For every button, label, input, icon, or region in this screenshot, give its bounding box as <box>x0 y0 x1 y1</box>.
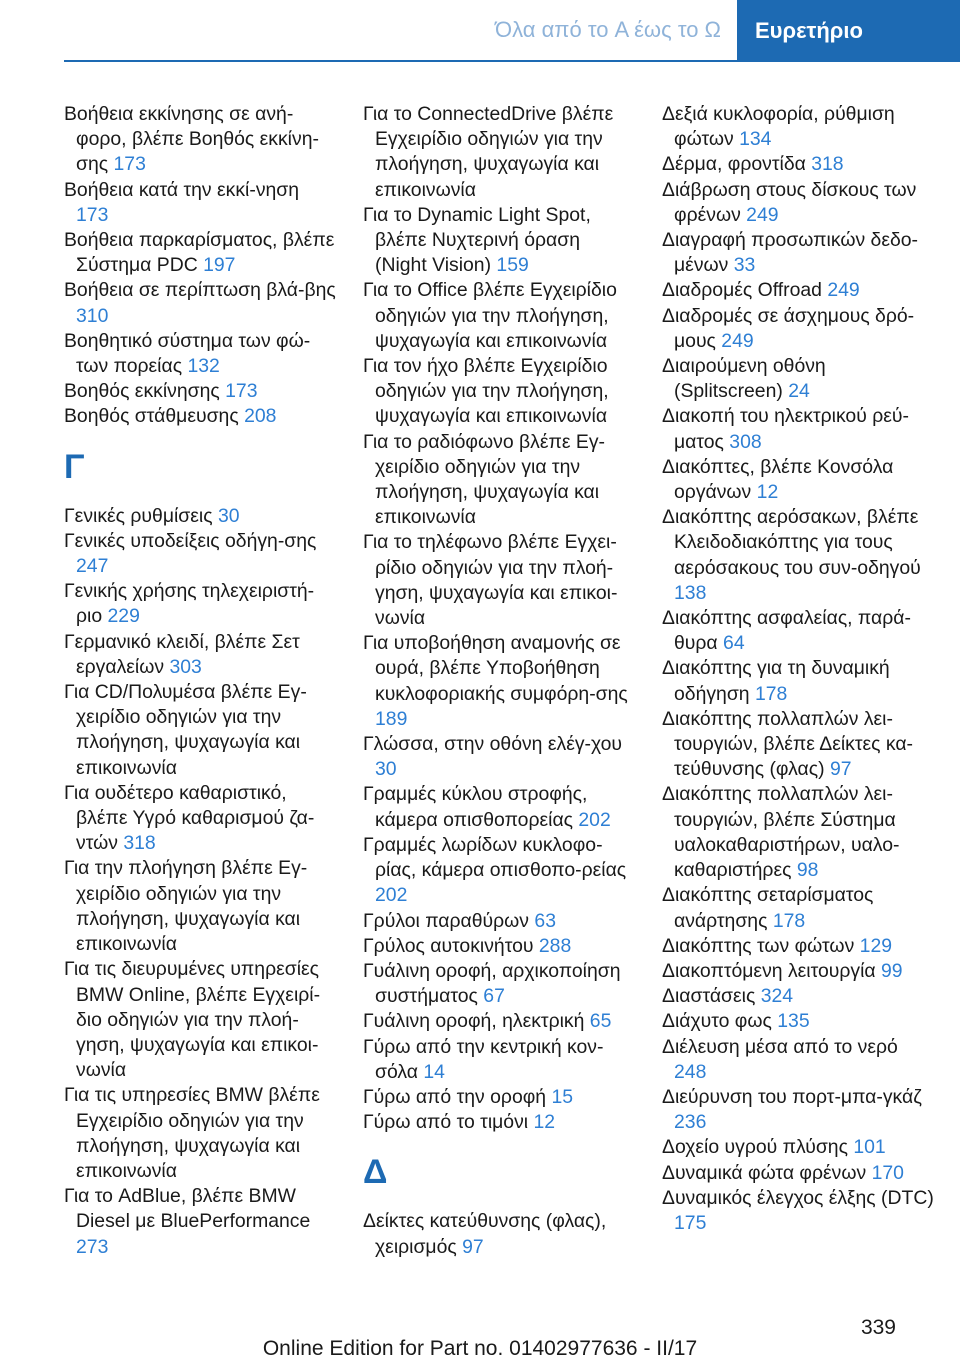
index-entry-text: Για το ConnectedDrive βλέπε Εγχειρίδιο οδηγιών για την πλοήγηση, ψυχαγωγία και επικοινωνία <box>363 103 614 201</box>
index-entry-text: Διακόπτης πολλαπλών λει-τουργιών, βλέπε Σύστημα υαλοκαθαριστήρων, υαλο-καθαριστήρες <box>662 783 900 882</box>
index-entry <box>662 455 934 505</box>
index-entry-text: Διακοπτόμενη λειτουργία <box>662 959 876 982</box>
index-entry-text: Διακόπτες, βλέπε Κονσόλα οργάνων <box>662 455 894 504</box>
index-page-link[interactable]: 248 <box>674 1060 707 1083</box>
index-page-link[interactable]: 30 <box>375 758 397 781</box>
index-page-link[interactable]: 24 <box>788 380 810 403</box>
index-entry <box>662 883 934 933</box>
index-entry-text: Διακόπτης σεταρίσματος ανάρτησης <box>662 884 874 932</box>
index-page-link[interactable]: 170 <box>871 1161 904 1184</box>
index-entry <box>363 909 635 934</box>
index-page-link[interactable]: 229 <box>107 605 140 628</box>
footer-edition: Online Edition for Part no. 01402977636 - II/17 <box>262 1337 698 1360</box>
index-entry <box>64 404 336 429</box>
index-entry <box>662 934 934 959</box>
index-page-link[interactable]: 159 <box>496 254 529 277</box>
index-entry <box>363 278 635 354</box>
index-entry <box>64 102 336 178</box>
index-page-link[interactable]: 189 <box>375 707 408 730</box>
index-page-link[interactable]: 173 <box>76 203 109 226</box>
index-entry <box>662 278 934 303</box>
index-entry <box>662 1135 934 1160</box>
index-entry <box>662 178 934 228</box>
index-entry <box>363 102 635 203</box>
index-entry-text: Για το Office βλέπε Εγχειρίδιο οδηγιών για την πλοήγηση, ψυχαγωγία και επικοινωνία <box>363 279 617 352</box>
index-entry <box>662 102 934 152</box>
index-page-link[interactable]: 99 <box>881 959 903 982</box>
index-entry-text: Βοήθεια κατά την εκκί-νηση <box>64 178 300 201</box>
index-page-link[interactable]: 318 <box>123 832 156 855</box>
index-entry-text: Γυάλινη οροφή, αρχικοποίηση συστήματος <box>363 959 621 1008</box>
index-letter-heading: Δ <box>363 1153 388 1192</box>
index-entry-text: Διαιρούμενη οθόνη (Splitscreen) <box>662 355 826 403</box>
index-entry <box>64 680 336 781</box>
index-entry-text: Γενικής χρήσης τηλεχειριστή-ριο <box>64 580 315 628</box>
index-page-link[interactable]: 129 <box>859 934 893 957</box>
index-entry <box>363 530 635 631</box>
page-header <box>0 0 960 62</box>
index-column-2 <box>363 102 635 1260</box>
index-entry <box>662 1186 934 1236</box>
index-entry <box>64 504 336 529</box>
index-entry-text: Γρύλος αυτοκινήτου <box>363 934 534 957</box>
index-entry <box>363 1209 635 1259</box>
index-page-link[interactable]: 288 <box>538 934 572 957</box>
index-entry <box>662 707 934 783</box>
index-entry <box>662 304 934 354</box>
index-page-link[interactable]: 138 <box>674 581 707 604</box>
index-page-link[interactable]: 33 <box>733 254 756 277</box>
index-entry-text: Δοχείο υγρού πλύσης <box>662 1136 848 1159</box>
index-entry <box>64 329 336 379</box>
index-entry <box>363 1035 635 1085</box>
index-entry <box>662 1085 934 1135</box>
index-entry-text: Γραμμές λωρίδων κυκλοφο-ρίας, κάμερα οπισθοπο-ρείας <box>363 833 627 882</box>
index-entry-text: Διακοπή του ηλεκτρικού ρεύ-ματος <box>662 405 909 453</box>
index-entry <box>662 1161 934 1186</box>
index-entry <box>64 957 336 1083</box>
index-tab[interactable]: Ευρετήριο <box>737 0 960 62</box>
index-entry-text: Διακόπτης αερόσακων, βλέπε Κλειδοδιακόπτης για τους αερόσακους του συν-οδηγού <box>662 506 921 579</box>
index-entry-text: Διαδρομές Offroad <box>662 279 822 302</box>
index-entry-text: Για ουδέτερο καθαριστικό, βλέπε Υγρό καθαρισμού ζα-ντών <box>64 781 315 855</box>
index-entry <box>662 656 934 706</box>
index-entry <box>662 984 934 1009</box>
index-entry <box>363 203 635 279</box>
index-entry-text: Γενικές ρυθμίσεις <box>64 504 213 527</box>
index-entry-text: Γύρω από την κεντρική κον-σόλα <box>363 1035 604 1083</box>
index-page-link[interactable]: 98 <box>796 859 819 882</box>
index-entry-text: Δέρμα, φροντίδα <box>662 153 806 176</box>
index-page-link[interactable]: 135 <box>777 1010 810 1033</box>
index-entry-text: Γενικές υποδείξεις οδήγη-σης <box>64 529 317 552</box>
index-entry-text: Βοήθεια παρκαρίσματος, βλέπε Σύστημα PDC <box>64 229 335 277</box>
index-entry <box>363 934 635 959</box>
index-page-link[interactable]: 173 <box>225 380 258 403</box>
index-entry-text: Δυναμικός έλεγχος έλξης (DTC) <box>662 1186 934 1209</box>
index-entry <box>363 1009 635 1034</box>
index-entry-text: Για το τηλέφωνο βλέπε Εγχει-ρίδιο οδηγιών για την πλοή-γηση, ψυχαγωγία και επικοι-νωνία <box>363 531 618 630</box>
index-entry <box>363 833 635 909</box>
index-entry <box>64 781 336 857</box>
index-column-3 <box>662 102 934 1236</box>
index-entry <box>662 152 934 177</box>
index-entry <box>363 732 635 782</box>
page-number: 339 <box>860 1316 896 1339</box>
index-page-link[interactable]: 15 <box>551 1085 574 1108</box>
index-entry-text: Δείκτες κατεύθυνσης (φλας), χειρισμός <box>363 1210 607 1258</box>
index-entry-text: Για το Dynamic Light Spot, βλέπε Νυχτερινή όραση (Night Vision) <box>363 203 591 277</box>
index-entry <box>64 178 336 228</box>
index-entry <box>64 529 336 579</box>
index-page-link[interactable]: 132 <box>187 355 220 378</box>
index-page-link[interactable]: 101 <box>853 1136 886 1159</box>
index-entry-text: Για τον ήχο βλέπε Εγχειρίδιο οδηγιών για την πλοήγηση, ψυχαγωγία και επικοινωνία <box>363 355 609 428</box>
index-page-link[interactable]: 97 <box>462 1235 484 1258</box>
index-entry <box>662 404 934 454</box>
index-page-link[interactable]: 178 <box>754 682 788 705</box>
index-page-link[interactable]: 202 <box>578 808 611 831</box>
index-page-link[interactable]: 273 <box>76 1235 109 1258</box>
index-entry-text: Για την πλοήγηση βλέπε Εγ-χειρίδιο οδηγιών για την πλοήγηση, ψυχαγωγία και επικοινωνία <box>64 857 308 956</box>
index-entry-text: Γρύλοι παραθύρων <box>363 909 530 932</box>
index-entry-text: Διαδρομές σε άσχημους δρό-μους <box>662 304 915 352</box>
index-entry-text: Διακόπτης των φώτων <box>662 934 855 957</box>
index-entry-text: Για το ραδιόφωνο βλέπε Εγ-χειρίδιο οδηγιών για την πλοήγηση, ψυχαγωγία και επικοινωνία <box>363 430 606 529</box>
index-entry <box>64 278 336 328</box>
index-page-link[interactable]: 134 <box>739 128 772 151</box>
index-page-link[interactable]: 310 <box>76 304 109 327</box>
index-page-link[interactable]: 14 <box>423 1060 445 1083</box>
index-entry-text: Για CD/Πολυμέσα βλέπε Εγ-χειρίδιο οδηγιών για την πλοήγηση, ψυχαγωγία και επικοινωνία <box>64 681 307 779</box>
index-page-link[interactable]: 30 <box>217 504 240 527</box>
index-entry-text: Διεύρυνση του πορτ-μπα-γκάζ <box>662 1085 922 1108</box>
index-page-link[interactable]: 65 <box>589 1010 612 1033</box>
section-title: Όλα από το A έως το Ω <box>495 17 721 42</box>
index-page-link[interactable]: 197 <box>203 254 236 277</box>
index-page-link[interactable]: 324 <box>760 985 794 1008</box>
index-page-link[interactable]: 202 <box>375 884 408 907</box>
index-page-link[interactable]: 249 <box>827 279 860 302</box>
index-entry-text: Διάχυτο φως <box>662 1010 772 1033</box>
index-entry <box>662 782 934 883</box>
index-entry-text: Διακόπτης πολλαπλών λει-τουργιών, βλέπε Δείκτες κα-τεύθυνσης (φλας) <box>662 707 914 781</box>
index-entry <box>363 354 635 430</box>
index-entry-text: Διακόπτης ασφαλείας, παρά-θυρα <box>662 607 911 655</box>
index-entry-text: Γερμανικό κλειδί, βλέπε Σετ εργαλείων <box>64 630 300 678</box>
index-entry-text: Γύρω από το τιμόνι <box>363 1111 529 1134</box>
index-entry-text: Διαστάσεις <box>662 985 756 1008</box>
index-entry-text: Βοηθητικό σύστημα των φώ-των πορείας <box>64 329 311 378</box>
index-entry <box>662 354 934 404</box>
index-entry-text: Διαγραφή προσωπικών δεδο-μένων <box>662 229 919 277</box>
index-entry <box>363 782 635 832</box>
index-page-link[interactable]: 249 <box>721 329 754 352</box>
index-entry <box>363 1110 635 1135</box>
index-entry-text: Δυναμικά φώτα φρένων <box>662 1161 867 1184</box>
index-entry-text: Βοηθός εκκίνησης <box>64 380 220 403</box>
index-entry-text: Γυάλινη οροφή, ηλεκτρική <box>363 1010 585 1033</box>
index-page-link[interactable]: 67 <box>483 985 505 1008</box>
index-entry <box>64 379 336 404</box>
index-entry <box>662 228 934 278</box>
index-entry <box>64 579 336 629</box>
index-letter-heading: Γ <box>64 447 85 486</box>
index-entry <box>64 630 336 680</box>
index-entry-text: Βοηθός στάθμευσης <box>64 405 239 428</box>
index-entry <box>662 1009 934 1034</box>
index-page-link[interactable]: 178 <box>772 909 806 932</box>
index-entry-text: Για τις υπηρεσίες BMW βλέπε Εγχειρίδιο οδηγιών για την πλοήγηση, ψυχαγωγία και επικοινωνία <box>64 1084 320 1182</box>
index-entry <box>662 1035 934 1085</box>
index-page-link[interactable]: 12 <box>533 1111 556 1134</box>
index-page-link[interactable]: 308 <box>729 430 762 453</box>
index-entry-text: Δεξιά κυκλοφορία, ρύθμιση φώτων <box>662 103 895 151</box>
index-page-link[interactable]: 249 <box>746 203 779 226</box>
index-entry-text: Βοήθεια σε περίπτωση βλά-βης <box>64 279 336 302</box>
index-entry <box>363 631 635 732</box>
index-page-link[interactable]: 63 <box>534 909 556 932</box>
index-entry <box>64 1184 336 1260</box>
index-entry-text: Βοήθεια εκκίνησης σε ανή-φορο, βλέπε Βοηθός εκκίνη-σης <box>64 103 319 176</box>
index-entry <box>64 856 336 957</box>
index-entry <box>662 606 934 656</box>
index-page-link[interactable]: 303 <box>169 655 202 678</box>
header-rule <box>64 60 960 62</box>
index-entry <box>363 959 635 1009</box>
index-entry-text: Για το AdBlue, βλέπε BMW Diesel με BluePerformance <box>64 1185 311 1233</box>
index-entry <box>64 1083 336 1184</box>
index-entry-text: Για τις διευρυμένες υπηρεσίες BMW Online, βλέπε Εγχειρί-διο οδηγιών για την πλοή-γηση, ψυχαγωγία και επικοι-νωνία <box>64 958 321 1082</box>
index-page-link[interactable]: 175 <box>674 1211 707 1234</box>
index-entry-text: Γραμμές κύκλου στροφής, κάμερα οπισθοπορείας <box>363 783 588 831</box>
index-entry-text: Γύρω από την οροφή <box>363 1085 547 1108</box>
index-page-link[interactable]: 64 <box>723 632 745 655</box>
index-page-link[interactable]: 236 <box>674 1111 707 1134</box>
index-entry-text: Διέλευση μέσα από το νερό <box>662 1035 898 1058</box>
index-page-link[interactable]: 318 <box>811 153 844 176</box>
index-entry <box>64 228 336 278</box>
index-entry-text: Γλώσσα, στην οθόνη ελέγ-χου <box>363 733 623 756</box>
index-entry <box>662 505 934 606</box>
index-entry <box>363 1085 635 1110</box>
index-page-link[interactable]: 208 <box>244 405 277 428</box>
index-entry-text: Διάβρωση στους δίσκους των φρένων <box>662 178 917 226</box>
index-entry-text: Για υποβοήθηση αναμονής σε ουρά, βλέπε Υποβοήθηση κυκλοφοριακής συμφόρη-σης <box>363 632 628 705</box>
index-entry <box>662 959 934 984</box>
index-page-link[interactable]: 97 <box>829 758 852 781</box>
index-page-link[interactable]: 247 <box>76 555 109 578</box>
index-entry-text: Διακόπτης για τη δυναμική οδήγηση <box>662 657 890 705</box>
index-entry <box>363 430 635 531</box>
index-column-1 <box>64 102 336 1260</box>
index-page-link[interactable]: 12 <box>756 481 779 504</box>
index-page-link[interactable]: 173 <box>113 153 146 176</box>
